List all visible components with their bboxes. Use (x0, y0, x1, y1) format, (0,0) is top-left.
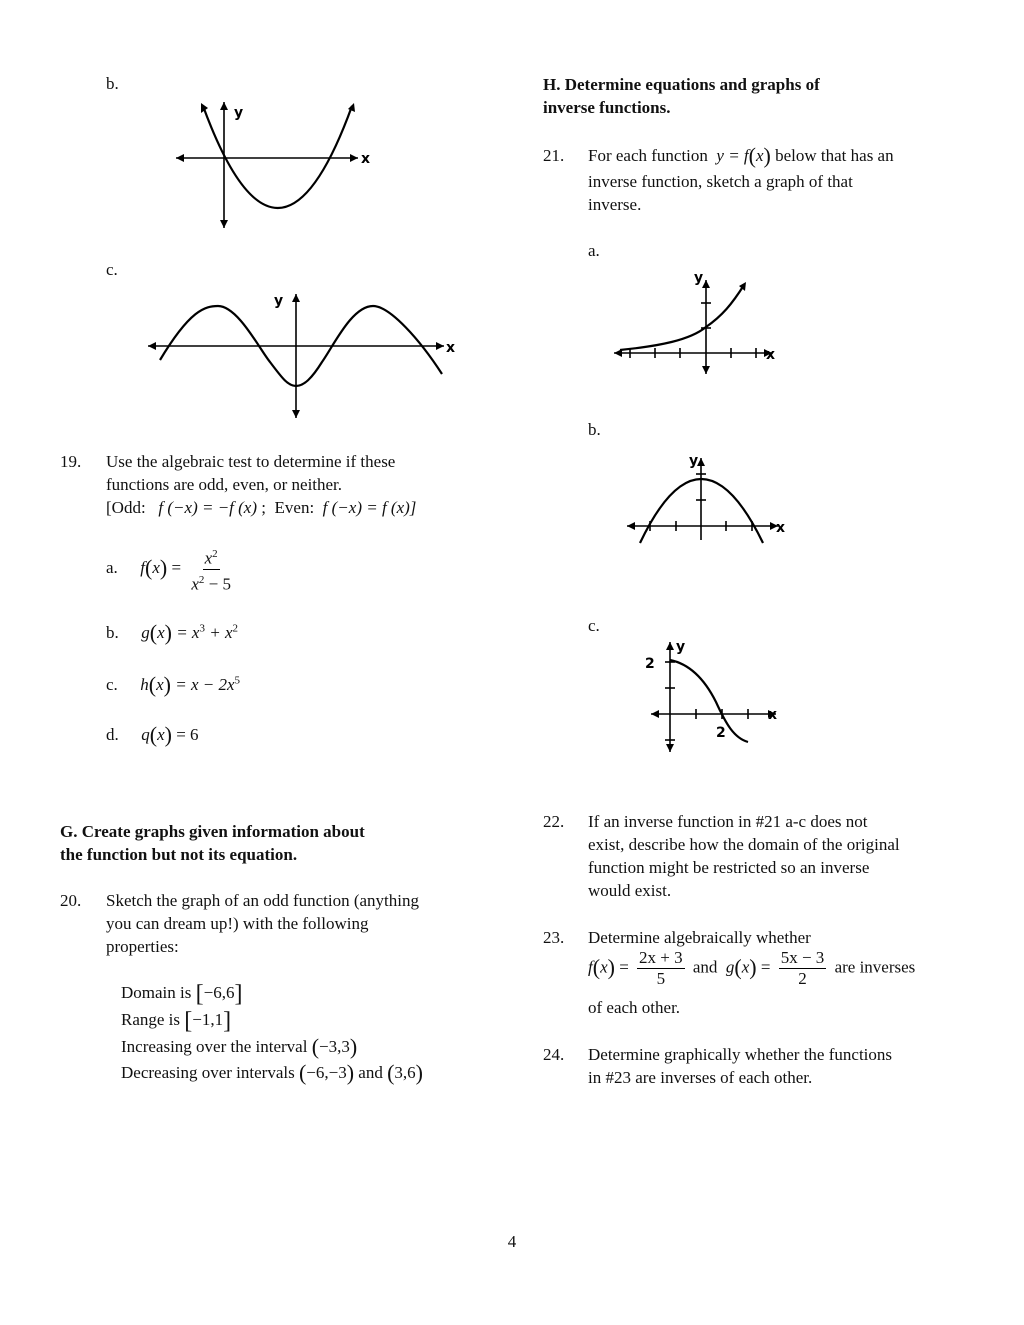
q19c-fn: h (140, 675, 149, 694)
q21c-x-label: x (768, 707, 778, 723)
q20-line2: you can dream up!) with the following (106, 914, 369, 933)
q20-inc-val: −3,3 (319, 1037, 350, 1056)
q21-math-y: y (716, 146, 724, 165)
q23-line1: Determine algebraically whether (588, 928, 811, 947)
q20-dec-and: and (358, 1063, 383, 1082)
q21a-y-label: y (694, 270, 704, 286)
q23-f-fraction (637, 948, 685, 989)
q19a-fn: f (140, 558, 146, 578)
q23-f-name: f (588, 957, 593, 977)
q23-f-den: 5 (656, 969, 666, 988)
section-h-line1: H. Determine equations and graphs of (543, 75, 820, 94)
q22-number: 22. (543, 812, 565, 831)
q19-item-d: d. q(x) = 6 (106, 722, 199, 747)
q20-dec-val1: −6,−3 (306, 1063, 347, 1082)
q19-even-label: Even: (274, 498, 315, 517)
q20-range-text: Range is (121, 1010, 181, 1029)
q23-g-den: 2 (798, 969, 807, 988)
q21-math-x: x (755, 146, 764, 165)
q23-number: 23. (543, 928, 565, 947)
q20-dec-val2: 3,6 (394, 1063, 416, 1082)
q23-line3: of each other. (588, 998, 681, 1017)
q20-domain: Domain is [−6,6] (121, 981, 243, 1007)
q19a-den-exp: 2 (198, 573, 205, 586)
q19d-rhs1: = 6 (176, 725, 199, 744)
q24-line2: in #23 are inverses of each other. (588, 1068, 813, 1087)
q19b-label: b. (106, 623, 119, 642)
section-h-line2: inverse functions. (543, 98, 671, 117)
page-number: 4 (507, 1232, 517, 1251)
q21b-y-label: y (689, 453, 699, 469)
q24-number: 24. (543, 1045, 565, 1064)
q20-range: Range is [−1,1] (121, 1008, 232, 1034)
graph-c-y-label: y (274, 293, 284, 309)
q21-line1b: below that has an (775, 146, 894, 165)
q21c-y-label: y (676, 639, 686, 655)
q19a-num: x (204, 548, 213, 568)
q19b-rhs1: = x (176, 623, 200, 642)
q21-graph-b-label: b. (588, 420, 601, 439)
q21-graph-c-label: c. (588, 616, 600, 635)
q20-inc-text: Increasing over the interval (121, 1037, 308, 1056)
q20-dec-text: Decreasing over intervals (121, 1063, 295, 1082)
graph-b-label: b. (106, 74, 119, 93)
graph-b-x-label: x (361, 151, 371, 167)
q19a-label: a. (106, 558, 118, 578)
q22-line3: function might be restricted so an inverse (588, 858, 870, 877)
q19-odd-lhs: f (−x) (158, 498, 198, 517)
q19a-den-tail: − 5 (204, 574, 231, 594)
q20-line3: properties: (106, 937, 179, 956)
q19b-fn: g (141, 623, 150, 642)
q19-odd-rhs: = −f (x) (201, 498, 258, 517)
q23-f-var: x (600, 957, 608, 977)
q23-tail: are inverses (834, 957, 916, 977)
q19b-exp1: 3 (199, 622, 205, 635)
q19-item-b: b. $g(x) = x^3 + x^2$ (106, 620, 239, 645)
q23-g-name: g (725, 957, 735, 977)
q20-domain-text: Domain is (121, 983, 192, 1002)
q19-line2: functions are odd, even, or neither. (106, 475, 343, 494)
q19-sep: ; (261, 498, 267, 517)
q21-graph-a-label: a. (588, 241, 600, 260)
q21c-y-tick-label: 2 (645, 656, 655, 672)
q23-and: and (692, 957, 718, 977)
q21-line1a: For each function (588, 146, 708, 165)
q19-even-lhs: f (−x) (322, 498, 362, 517)
q19-even-rhs: = f (x)] (366, 498, 417, 517)
q21b-x-label: x (776, 520, 786, 536)
section-g-line1: G. Create graphs given information about (60, 822, 365, 841)
q19c-label: c. (106, 675, 118, 694)
section-g-line2: the function but not its equation. (60, 845, 298, 864)
q23-g-var: x (741, 957, 750, 977)
q23-f-num: 2x + 3 (639, 948, 683, 967)
q19b-rhs2: + x (204, 623, 233, 642)
q24-line1: Determine graphically whether the functions (588, 1045, 892, 1064)
q20-decreasing: Decreasing over intervals (−6,−3) and (3,6) (121, 1060, 423, 1085)
q19-item-a: a. f(x) = $\frac{x^2}{x^2 - 5}$ (106, 544, 237, 594)
q20-range-val: −1,1 (192, 1010, 224, 1029)
q21c-x-tick-label: 2 (716, 725, 726, 741)
q19d-fn: q (141, 725, 150, 744)
q22-line4: would exist. (588, 881, 672, 900)
q23-g-num: 5x − 3 (780, 948, 825, 967)
q23-functions: f(x) = $\frac{2x + 3}{5}$ and g(x) = $\frac{5x - 3}{2}$ are inverses (588, 948, 916, 988)
q19d-var: x (157, 725, 165, 744)
q19a-var: x (152, 558, 160, 578)
q19c-var: x (156, 675, 164, 694)
q19c-exp1: 5 (234, 674, 241, 687)
q20-domain-val: −6,6 (203, 983, 235, 1002)
q20-increasing: Increasing over the interval (−3,3) (121, 1034, 358, 1059)
q21a-x-label: x (766, 347, 776, 363)
graph-c-label: c. (106, 260, 118, 279)
q21-line3: inverse. (588, 195, 642, 214)
q19c-rhs1: = x − 2x (175, 675, 235, 694)
q19-number: 19. (60, 452, 82, 471)
q19a-den: x (191, 574, 199, 594)
q19-odd-label: [Odd: (106, 498, 146, 517)
q23-g-fraction (779, 948, 827, 989)
q19b-exp2: 2 (232, 622, 239, 635)
q20-line1: Sketch the graph of an odd function (anything (106, 891, 420, 910)
q19d-label: d. (106, 725, 119, 744)
q21-number: 21. (543, 146, 565, 165)
q19b-var: x (157, 623, 165, 642)
q22-line2: exist, describe how the domain of the original (588, 835, 900, 854)
graph-c-x-label: x (446, 340, 456, 356)
q21-line2: inverse function, sketch a graph of that (588, 172, 853, 191)
q21-math-eq: = f (728, 146, 749, 165)
q22-line1: If an inverse function in #21 a-c does not (588, 812, 868, 831)
graph-b-y-label: y (234, 105, 244, 121)
q19a-num-exp: 2 (212, 548, 218, 560)
q19-line1: Use the algebraic test to determine if these (106, 452, 396, 471)
q20-number: 20. (60, 891, 82, 910)
q19-item-c: c. $h(x) = x - 2x^5$ (106, 672, 241, 697)
q21-line1: For each function y = f(x) below that has an (588, 143, 894, 168)
